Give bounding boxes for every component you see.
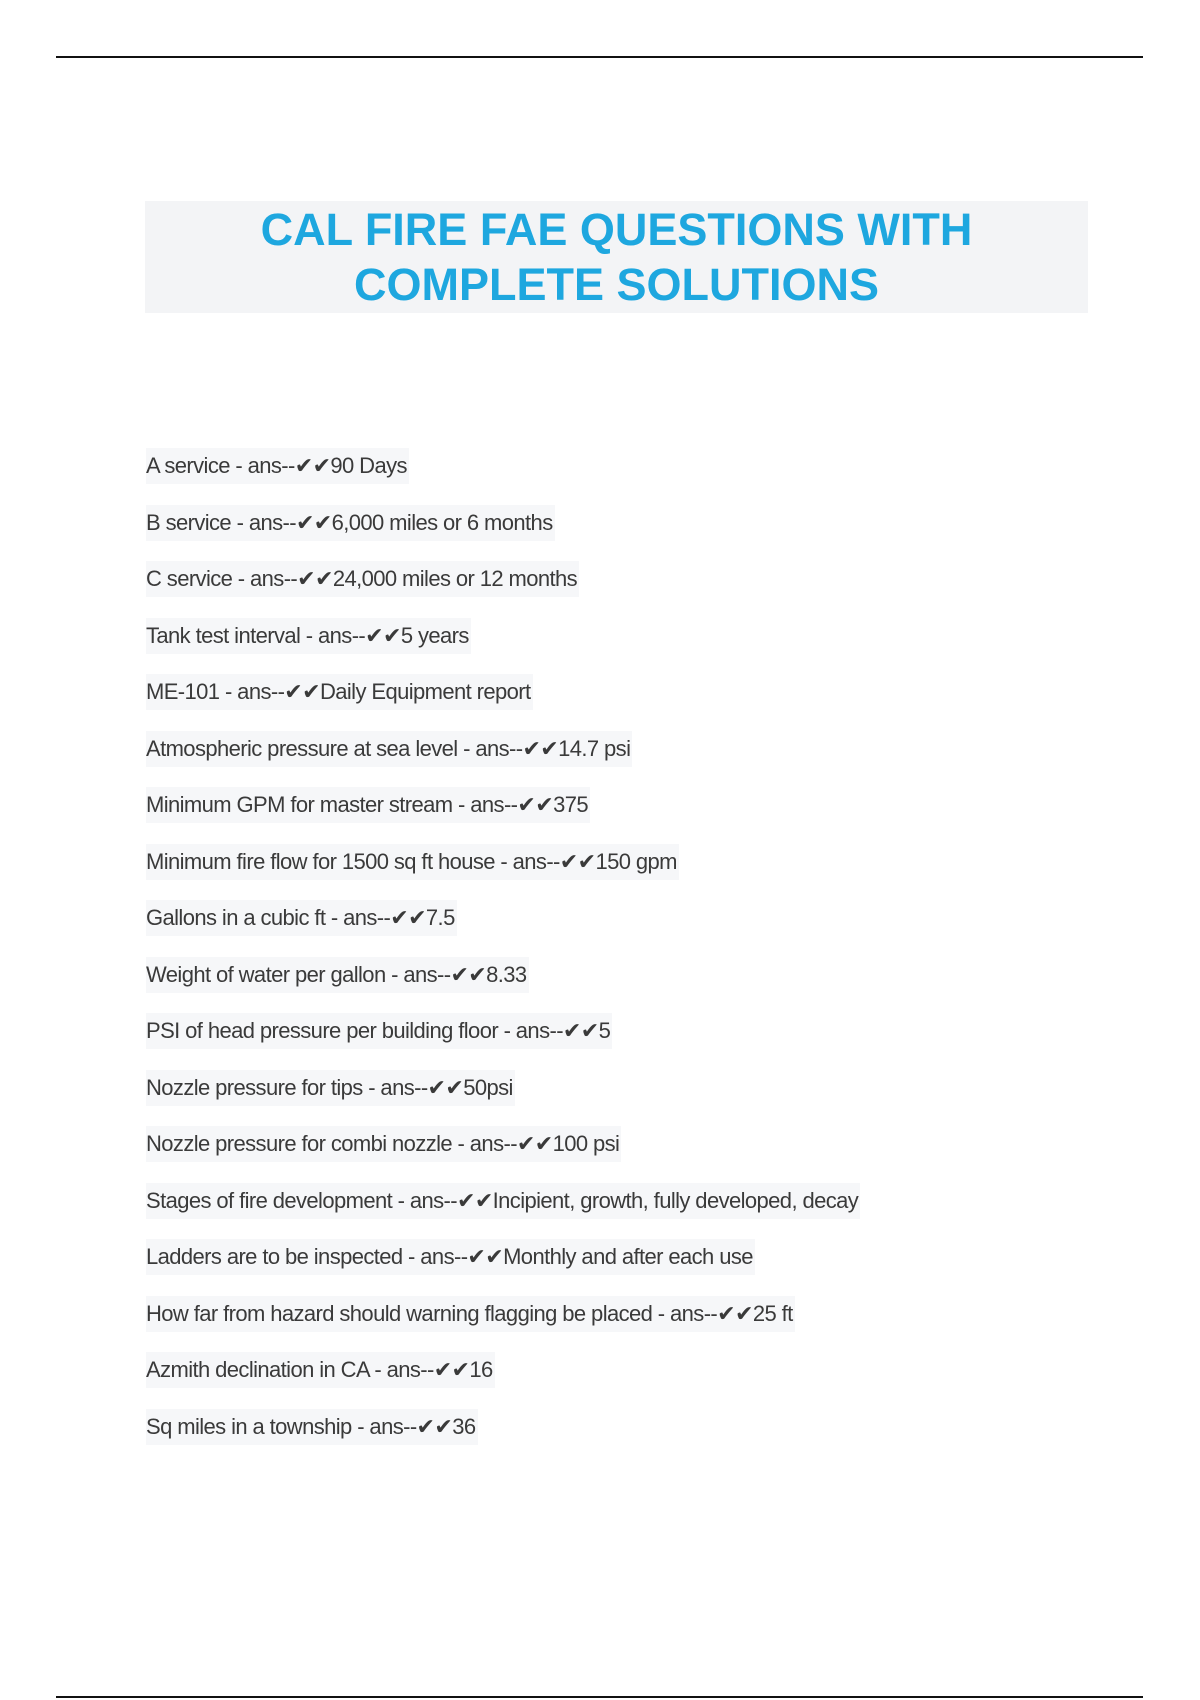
- qa-text: Atmospheric pressure at sea level - ans--✔✔14.7 psi: [146, 731, 632, 767]
- qa-item: [146, 1070, 1146, 1127]
- page-title-line-1: CAL FIRE FAE QUESTIONS WITH: [260, 204, 973, 255]
- qa-item: [146, 731, 1146, 788]
- qa-item: [146, 1013, 1146, 1070]
- qa-item: [146, 1296, 1146, 1353]
- title-banner: [145, 201, 1088, 313]
- page-title-line-2: COMPLETE SOLUTIONS: [353, 259, 879, 310]
- qa-text: C service - ans--✔✔24,000 miles or 12 months: [146, 561, 579, 597]
- top-rule: [56, 56, 1143, 58]
- qa-text: Azmith declination in CA - ans--✔✔16: [146, 1352, 495, 1388]
- qa-item: [146, 1126, 1146, 1183]
- qa-text: Ladders are to be inspected - ans--✔✔Monthly and after each use: [146, 1239, 755, 1275]
- qa-item: [146, 561, 1146, 618]
- qa-item: [146, 1239, 1146, 1296]
- qa-item: [146, 505, 1146, 562]
- qa-list: [146, 448, 1146, 1465]
- qa-text: PSI of head pressure per building floor - ans--✔✔5: [146, 1013, 612, 1049]
- qa-item: [146, 618, 1146, 675]
- qa-item: [146, 844, 1146, 901]
- qa-text: Tank test interval - ans--✔✔5 years: [146, 618, 471, 654]
- qa-text: Nozzle pressure for combi nozzle - ans--✔✔100 psi: [146, 1126, 621, 1162]
- qa-text: Weight of water per gallon - ans--✔✔8.33: [146, 957, 529, 993]
- qa-text: Nozzle pressure for tips - ans--✔✔50psi: [146, 1070, 515, 1106]
- qa-text: How far from hazard should warning flagging be placed - ans--✔✔25 ft: [146, 1296, 795, 1332]
- bottom-rule: [56, 1696, 1143, 1698]
- qa-item: [146, 900, 1146, 957]
- qa-item: [146, 787, 1146, 844]
- qa-item: [146, 674, 1146, 731]
- qa-item: [146, 448, 1146, 505]
- qa-item: [146, 957, 1146, 1014]
- qa-item: [146, 1183, 1146, 1240]
- qa-text: Stages of fire development - ans--✔✔Incipient, growth, fully developed, decay: [146, 1183, 860, 1219]
- qa-text: Minimum fire flow for 1500 sq ft house - ans--✔✔150 gpm: [146, 844, 679, 880]
- qa-text: A service - ans--✔✔90 Days: [146, 448, 409, 484]
- qa-text: Sq miles in a township - ans--✔✔36: [146, 1409, 478, 1445]
- qa-text: Gallons in a cubic ft - ans--✔✔7.5: [146, 900, 457, 936]
- qa-text: Minimum GPM for master stream - ans--✔✔375: [146, 787, 590, 823]
- qa-item: [146, 1409, 1146, 1466]
- qa-item: [146, 1352, 1146, 1409]
- qa-text: ME-101 - ans--✔✔Daily Equipment report: [146, 674, 533, 710]
- qa-text: B service - ans--✔✔6,000 miles or 6 months: [146, 505, 555, 541]
